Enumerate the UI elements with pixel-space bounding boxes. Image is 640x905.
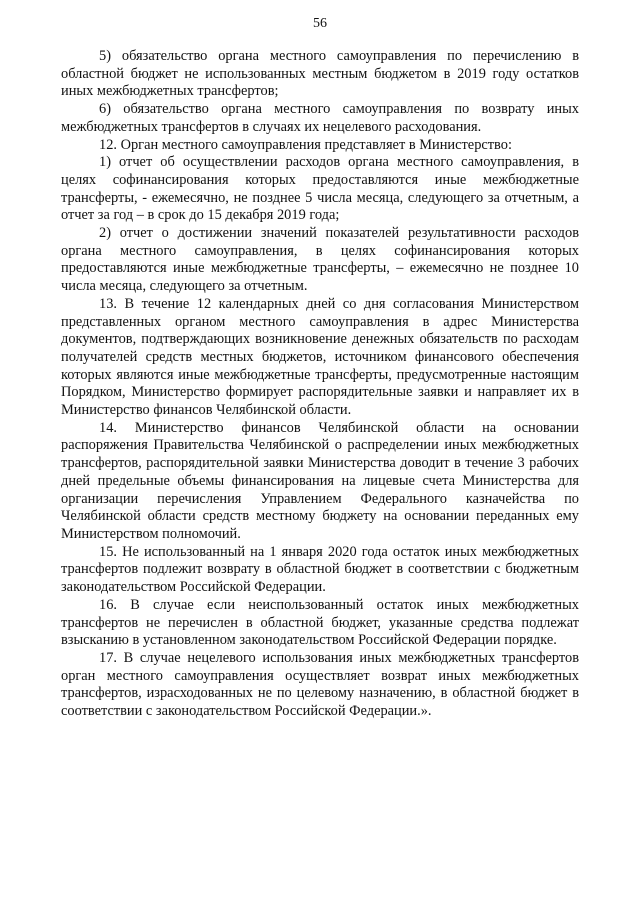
paragraph-15-unused-remainder: 15. Не использованный на 1 января 2020 года остаток иных межбюджетных трансфертов подлежит возврату в областной бюджет в соответствии с бюджетным законодательством Российской Федерации. xyxy=(61,543,579,596)
paragraph-17-misuse-return: 17. В случае нецелевого использования иных межбюджетных трансфертов орган местного самоуправления осуществляет возврат иных межбюджетных трансфертов, израсходованных не по целевому назначению, в областной бюджет в соответствии с законодательством Российской Федерации.». xyxy=(61,649,579,720)
paragraph-13-payment-requests: 13. В течение 12 календарных дней со дня согласования Министерством представленных органом местного самоуправления в адрес Министерства документов, подтверждающих возникновение денежных обязательств по расходам получателей средств местных бюджетов, источником финансового обеспечения которых являются иные межбюджетные трансферты, предусмотренные настоящим Порядком, Министерство формирует распорядительные заявки и направляет их в Министерство финансов Челябинской области. xyxy=(61,295,579,419)
paragraph-12-2-performance-report: 2) отчет о достижении значений показателей результативности расходов органа местного самоуправления, в целях софинансирования которых предоставляются иные межбюджетные трансферты, – ежемесячно не позднее 10 числа месяца, следующего за отчетным. xyxy=(61,225,579,295)
paragraph-14-financing-limits: 14. Министерство финансов Челябинской области на основании распоряжения Правительства Челябинской о распределении иных межбюджетных трансфертов, распорядительной заявки Министерства доводит в течение 3 рабочих дней предельные объемы финансирования на лицевые счета Министерства для организации перечисления Управлением Федерального казначейства по Челябинской области средств местному бюджету на основании переданных ему Министерством полномочий. xyxy=(61,419,579,542)
paragraph-obligation-return-misuse: 6) обязательство органа местного самоуправления по возврату иных межбюджетных трансфертов в случаях их нецелевого расходования. xyxy=(61,101,579,135)
paragraph-12-1-expense-report: 1) отчет об осуществлении расходов органа местного самоуправления, в целях софинансирования которых предоставляются иные межбюджетные трансферты, - ежемесячно, не позднее 5 числа месяца, следующего за отчетным, а отчет за год – в срок до 15 декабря 2019 года; xyxy=(61,154,579,224)
paragraph-obligation-transfer-remainders: 5) обязательство органа местного самоуправления по перечислению в областной бюджет не использованных местным бюджетом в 2019 году остатков иных межбюджетных трансфертов; xyxy=(61,48,579,100)
document-body xyxy=(61,48,579,721)
page-number: 56 xyxy=(313,16,327,31)
paragraph-16-recovery: 16. В случае если неиспользованный остаток иных межбюджетных трансфертов не перечислен в областной бюджет, указанные средства подлежат взысканию в установленном законодательством Российской Федерации порядке. xyxy=(61,596,579,649)
paragraph-12-reporting: 12. Орган местного самоуправления представляет в Министерство: xyxy=(99,136,512,153)
